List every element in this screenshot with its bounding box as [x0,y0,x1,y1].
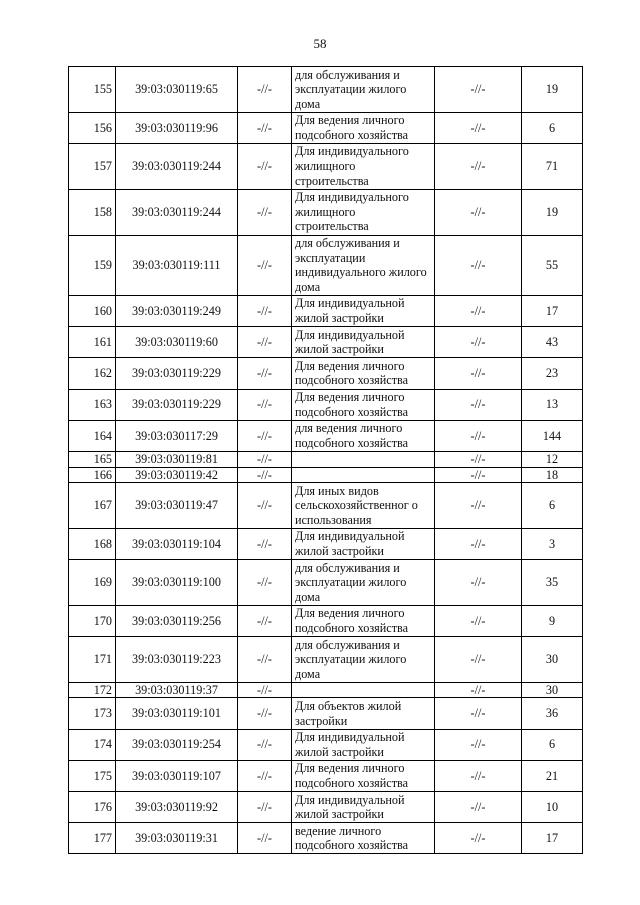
cadastral-number: 39:03:030119:31 [116,823,238,854]
ditto-mark: -//- [238,420,292,451]
table-row [69,637,583,683]
area-value: 6 [522,483,583,529]
area-value: 21 [522,760,583,791]
area-value: 36 [522,698,583,729]
area-value: 10 [522,792,583,823]
cadastral-number: 39:03:030119:47 [116,483,238,529]
row-number: 156 [69,112,116,143]
cadastral-number: 39:03:030117:29 [116,420,238,451]
page-number: 58 [313,36,327,51]
row-number: 157 [69,143,116,189]
table-row [69,560,583,606]
table-row [69,467,583,483]
ditto-mark: -//- [238,327,292,358]
ditto-mark: -//- [435,389,522,420]
permitted-use: Для ведения личного подсобного хозяйства [292,112,435,143]
ditto-mark: -//- [238,451,292,467]
row-number: 177 [69,823,116,854]
table-row [69,67,583,113]
row-number: 176 [69,792,116,823]
ditto-mark: -//- [435,528,522,559]
permitted-use [292,451,435,467]
ditto-mark: -//- [238,637,292,683]
row-number: 166 [69,467,116,483]
table-row [69,528,583,559]
permitted-use: Для ведения личного подсобного хозяйства [292,760,435,791]
ditto-mark: -//- [435,235,522,295]
ditto-mark: -//- [238,189,292,235]
permitted-use: для ведения личного подсобного хозяйства [292,420,435,451]
cadastral-number: 39:03:030119:256 [116,605,238,636]
cadastral-number: 39:03:030119:229 [116,358,238,389]
ditto-mark: -//- [238,358,292,389]
ditto-mark: -//- [435,605,522,636]
cadastral-number: 39:03:030119:37 [116,682,238,698]
permitted-use: Для индивидуального жилищного строительства [292,143,435,189]
table-row [69,112,583,143]
area-value: 144 [522,420,583,451]
ditto-mark: -//- [238,112,292,143]
area-value: 30 [522,637,583,683]
cadastral-number: 39:03:030119:65 [116,67,238,113]
cadastral-number: 39:03:030119:81 [116,451,238,467]
table-row [69,389,583,420]
row-number: 162 [69,358,116,389]
ditto-mark: -//- [238,295,292,326]
area-value: 13 [522,389,583,420]
ditto-mark: -//- [435,823,522,854]
cadastral-number: 39:03:030119:107 [116,760,238,791]
area-value: 6 [522,729,583,760]
ditto-mark: -//- [435,420,522,451]
permitted-use: для обслуживания и эксплуатации жилого дома [292,637,435,683]
table-row [69,189,583,235]
row-number: 169 [69,560,116,606]
permitted-use: ведение личного подсобного хозяйства [292,823,435,854]
cadastral-number: 39:03:030119:244 [116,189,238,235]
cadastral-number: 39:03:030119:42 [116,467,238,483]
table-row [69,143,583,189]
table-row [69,760,583,791]
area-value: 35 [522,560,583,606]
area-value: 55 [522,235,583,295]
cadastral-number: 39:03:030119:60 [116,327,238,358]
area-value: 19 [522,67,583,113]
table-row [69,420,583,451]
ditto-mark: -//- [238,389,292,420]
area-value: 23 [522,358,583,389]
permitted-use: Для индивидуальной жилой застройки [292,327,435,358]
permitted-use: Для ведения личного подсобного хозяйства [292,358,435,389]
ditto-mark: -//- [238,528,292,559]
permitted-use: Для ведения личного подсобного хозяйства [292,605,435,636]
ditto-mark: -//- [435,451,522,467]
cadastral-number: 39:03:030119:254 [116,729,238,760]
table-row [69,823,583,854]
ditto-mark: -//- [435,682,522,698]
row-number: 175 [69,760,116,791]
cadastral-number: 39:03:030119:229 [116,389,238,420]
ditto-mark: -//- [238,467,292,483]
row-number: 168 [69,528,116,559]
ditto-mark: -//- [238,760,292,791]
area-value: 12 [522,451,583,467]
permitted-use: Для объектов жилой застройки [292,698,435,729]
land-plots-table [68,66,583,854]
ditto-mark: -//- [238,483,292,529]
ditto-mark: -//- [238,67,292,113]
area-value: 3 [522,528,583,559]
row-number: 173 [69,698,116,729]
permitted-use: Для индивидуальной жилой застройки [292,729,435,760]
area-value: 17 [522,295,583,326]
row-number: 172 [69,682,116,698]
ditto-mark: -//- [238,682,292,698]
area-value: 71 [522,143,583,189]
area-value: 17 [522,823,583,854]
ditto-mark: -//- [238,235,292,295]
row-number: 167 [69,483,116,529]
ditto-mark: -//- [238,698,292,729]
table-row [69,235,583,295]
ditto-mark: -//- [238,605,292,636]
area-value: 30 [522,682,583,698]
cadastral-number: 39:03:030119:101 [116,698,238,729]
cadastral-number: 39:03:030119:100 [116,560,238,606]
ditto-mark: -//- [435,189,522,235]
row-number: 170 [69,605,116,636]
ditto-mark: -//- [435,327,522,358]
permitted-use: Для индивидуальной жилой застройки [292,295,435,326]
ditto-mark: -//- [435,295,522,326]
table-row [69,451,583,467]
ditto-mark: -//- [435,467,522,483]
row-number: 161 [69,327,116,358]
table-row [69,682,583,698]
table-row [69,483,583,529]
ditto-mark: -//- [435,760,522,791]
ditto-mark: -//- [435,358,522,389]
ditto-mark: -//- [435,560,522,606]
permitted-use: для обслуживания и эксплуатации жилого дома [292,560,435,606]
row-number: 171 [69,637,116,683]
table-row [69,358,583,389]
ditto-mark: -//- [435,112,522,143]
permitted-use: Для индивидуальной жилой застройки [292,528,435,559]
row-number: 165 [69,451,116,467]
permitted-use: для обслуживания и эксплуатации жилого дома [292,67,435,113]
ditto-mark: -//- [435,483,522,529]
area-value: 9 [522,605,583,636]
ditto-mark: -//- [435,637,522,683]
table-row [69,605,583,636]
row-number: 160 [69,295,116,326]
table-row [69,295,583,326]
ditto-mark: -//- [238,792,292,823]
area-value: 43 [522,327,583,358]
area-value: 6 [522,112,583,143]
ditto-mark: -//- [435,792,522,823]
ditto-mark: -//- [238,729,292,760]
permitted-use: Для индивидуальной жилой застройки [292,792,435,823]
row-number: 174 [69,729,116,760]
row-number: 159 [69,235,116,295]
cadastral-number: 39:03:030119:104 [116,528,238,559]
cadastral-number: 39:03:030119:249 [116,295,238,326]
table-row [69,698,583,729]
row-number: 164 [69,420,116,451]
table-row [69,327,583,358]
cadastral-number: 39:03:030119:92 [116,792,238,823]
permitted-use [292,467,435,483]
table-row [69,792,583,823]
cadastral-number: 39:03:030119:111 [116,235,238,295]
ditto-mark: -//- [435,143,522,189]
cadastral-number: 39:03:030119:223 [116,637,238,683]
ditto-mark: -//- [238,560,292,606]
permitted-use: для обслуживания и эксплуатации индивидуального жилого дома [292,235,435,295]
permitted-use: Для индивидуального жилищного строительства [292,189,435,235]
cadastral-number: 39:03:030119:244 [116,143,238,189]
ditto-mark: -//- [238,823,292,854]
ditto-mark: -//- [435,67,522,113]
cadastral-number: 39:03:030119:96 [116,112,238,143]
row-number: 155 [69,67,116,113]
area-value: 19 [522,189,583,235]
table-row [69,729,583,760]
row-number: 163 [69,389,116,420]
row-number: 158 [69,189,116,235]
permitted-use: Для иных видов сельскохозяйственног о использования [292,483,435,529]
area-value: 18 [522,467,583,483]
permitted-use: Для ведения личного подсобного хозяйства [292,389,435,420]
permitted-use [292,682,435,698]
ditto-mark: -//- [435,729,522,760]
ditto-mark: -//- [238,143,292,189]
ditto-mark: -//- [435,698,522,729]
